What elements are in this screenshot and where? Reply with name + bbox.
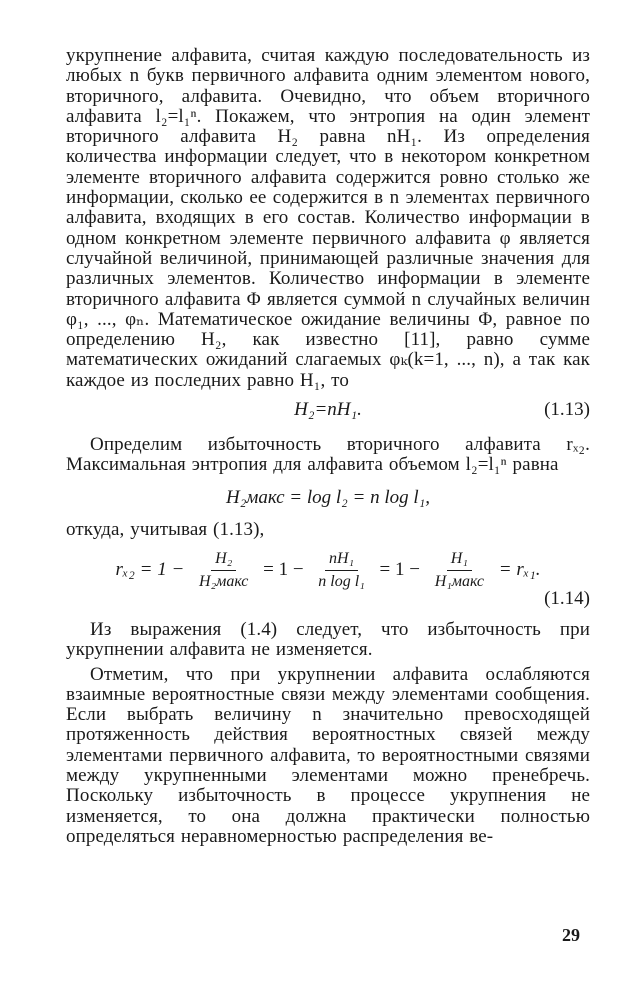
fraction-h1-h1max	[431, 550, 488, 591]
fraction-2-denominator: n log l₁	[318, 572, 365, 590]
fraction-nh1-nlogl1	[314, 550, 368, 591]
equation-1-13-formula: H₂=nH₁.	[294, 399, 362, 421]
equation-1-14-mid-1: = 1 −	[263, 558, 304, 580]
paragraph-intro: укрупнение алфавита, считая каждую последовательность из любых n букв первичного алфавита одним элементом нового, вторичного, алфавита. Очевидно, что объем вторичного алфавита l₂=l₁ⁿ. Покажем, что энтропия на один элемент вторичного алфавита H₂ равна nH₁. Из определения количества информации следует, что в некотором конкретном элементе вторичного алфавита содержится ровно столько же информации, сколько ее содержится в n элементах первичного алфавита, входящих в его состав. Количество информации в одном конкретном элементе первичного алфавита φ является случайной величиной, принимающей различные значения для различных элементов. Количество информации в элементе вторичного алфавита Φ является суммой n случайных величин φ₁, ..., φₙ. Математическое ожидание величины Φ, равное по определению H₂, как известно [11], равно сумме математических ожиданий слагаемых φₖ(k=1, ..., n), а так как каждое из последних равно H₁, то	[66, 45, 590, 391]
equation-hmax	[66, 476, 590, 520]
paragraph-note: Отметим, что при укрупнении алфавита ослабляются взаимные вероятностные связи между элементами сообщения. Если выбрать величину n значительно превосходящей протяженность действия вероятностных связей между элементами первичного алфавита, то вероятностными связями между укрупненными элементами можно пренебречь. Поскольку избыточность в процессе укрупнения не изменяется, то она должна практически полностью определяться неравномерностью распределения ве-	[66, 663, 590, 847]
equation-1-14	[66, 548, 590, 610]
fraction-3-numerator: H₁	[447, 550, 472, 571]
equation-1-14-number: (1.14)	[544, 587, 590, 609]
fraction-1-denominator: H₂макс	[199, 572, 249, 590]
document-page	[66, 46, 590, 946]
paragraph-whence: откуда, учитывая (1.13),	[66, 518, 265, 540]
equation-hmax-formula: H₂макс = log l₂ = n log l₁,	[225, 486, 431, 508]
fraction-1-numerator: H₂	[211, 550, 236, 571]
equation-1-13	[66, 395, 590, 425]
fraction-2-numerator: nH₁	[325, 550, 358, 571]
equation-1-14-rhs: = rₓ₁.	[498, 558, 541, 580]
equation-1-13-number: (1.13)	[544, 399, 590, 421]
page-number: 29	[562, 925, 580, 945]
fraction-3-denominator: H₁макс	[434, 572, 484, 590]
paragraph-conclusion: Из выражения (1.4) следует, что избыточность при укрупнении алфавита не изменяется.	[66, 618, 590, 661]
paragraph-redundancy: Определим избыточность вторичного алфавита rₓ₂. Максимальная энтропия для алфавита объемом l₂=l₁ⁿ равна	[66, 434, 590, 476]
fraction-h2-h2max	[195, 550, 252, 591]
equation-1-14-formula	[66, 550, 590, 591]
equation-1-14-mid-2: = 1 −	[379, 558, 420, 580]
equation-1-14-lhs: rₓ₂ = 1 −	[115, 558, 185, 580]
